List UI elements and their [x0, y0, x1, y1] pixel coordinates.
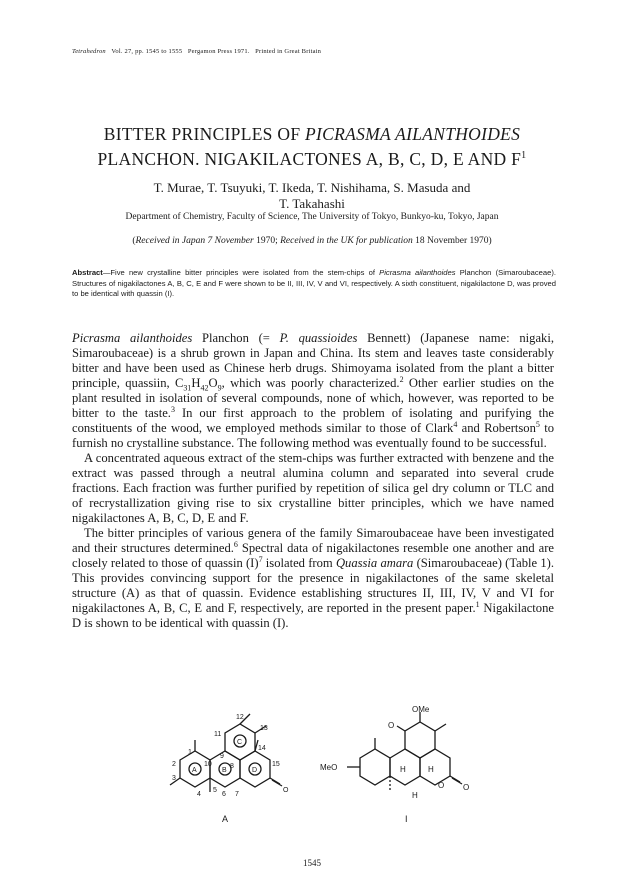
- species-name: Picrasma ailanthoides: [72, 331, 193, 345]
- citation: Vol. 27, pp. 1545 to 1555: [111, 48, 183, 55]
- h-label-2: H: [428, 765, 434, 774]
- received-uk-date: 18 November 1970): [412, 236, 492, 246]
- ref-5: 5: [535, 419, 540, 429]
- structure-figure: [150, 706, 480, 856]
- atom-13: 13: [260, 725, 268, 732]
- p1-text5: In our first approach to the problem of isolating and purifying the constituents of the wood, we employed methods similar to those of Clark: [72, 406, 554, 435]
- h-label-1: H: [400, 765, 406, 774]
- p3-text4: (Simaroubaceae) (Table 1). This provides convincing support for the presence in nigakilactones of the same skeletal structure (A) as that of quassin. Evidence establishing structures II, III, IV, V and VI for nigakilactones A, B, C, E and F, respectively, are reported in the present paper.: [72, 556, 554, 615]
- atom-9: 9: [220, 753, 224, 760]
- abstract-label: Abstract: [72, 268, 103, 277]
- structure-i-labels: [320, 706, 469, 824]
- lactone-o-a: O: [283, 787, 289, 794]
- formula-sub-o: 9: [217, 383, 222, 393]
- article-title: [60, 124, 564, 170]
- paragraph-3: [72, 526, 554, 631]
- ring-o-i: O: [438, 781, 445, 790]
- atom-5: 5: [213, 787, 217, 794]
- received-japan: Received in Japan 7 November: [135, 236, 254, 246]
- ref-4: 4: [453, 419, 458, 429]
- atom-4: 4: [197, 791, 201, 798]
- ring-b-label: B: [222, 767, 227, 774]
- title-footnote-mark: 1: [521, 150, 527, 161]
- formula-sub-h: 42: [200, 383, 209, 393]
- author-list: [60, 180, 564, 212]
- p1-text2: Bennett) (Japanese name: nigaki, Simaroubaceae) is a shrub grown in Japan and China. Its stem and leaves taste considerably bitter and have been used as Chinese herb drugs. Shimoyama isolated from the plant a bitter principle, quassiin, C: [72, 331, 554, 390]
- structure-i-caption: I: [405, 814, 408, 824]
- ref-2: 2: [399, 374, 404, 384]
- authors-line2: T. Takahashi: [279, 196, 345, 211]
- page-number: 1545: [303, 858, 321, 868]
- ref-1: 1: [475, 599, 480, 609]
- species-quassia: Quassia amara: [335, 556, 414, 570]
- body-text: [72, 331, 554, 631]
- meo-label: MeO: [320, 763, 338, 772]
- atom-1: 1: [188, 749, 192, 756]
- journal-name: Tetrahedron: [72, 48, 106, 55]
- title-species: PICRASMA AILANTHOIDES: [305, 124, 521, 144]
- ref-7: 7: [258, 554, 263, 564]
- ref-3: 3: [170, 404, 175, 414]
- atom-7: 7: [235, 791, 239, 798]
- received-paren: (: [132, 236, 136, 246]
- p1-text4: Other earlier studies on the plant resulted in isolation of several compounds, none of which, however, was reported to be bitter to the taste.: [72, 376, 554, 420]
- ring-a-label: A: [192, 767, 197, 774]
- atom-2: 2: [172, 761, 176, 768]
- carbonyl-o: O: [388, 721, 395, 730]
- formula-h: H: [191, 376, 201, 390]
- atom-8: 8: [230, 763, 234, 770]
- ref-6: 6: [233, 539, 238, 549]
- atom-15: 15: [272, 761, 280, 768]
- abstract-text1: —Five new crystalline bitter principles were isolated from the stem-chips of: [102, 268, 380, 277]
- formula-sub-c: 31: [183, 383, 192, 393]
- p3-text3: isolated from: [262, 556, 336, 570]
- synonym: P. quassioides: [279, 331, 358, 345]
- formula-o: O: [208, 376, 218, 390]
- title-line1-prefix: BITTER PRINCIPLES OF: [103, 124, 306, 144]
- title-line2: PLANCHON. NIGAKILACTONES A, B, C, D, E AND F: [97, 148, 522, 169]
- abstract-text2: Planchon (Simaroubaceae). Structures of nigakilactones A, B, C, E and F were shown to be II, III, IV, V and VI, respectively. A sixth constituent, nigakilactone D, was proved to be identical with quassin (I).: [72, 268, 556, 298]
- paragraph-1: [72, 331, 554, 451]
- ring-c-label: C: [237, 739, 243, 746]
- lactone-o-i: O: [463, 783, 470, 792]
- ring-d-label: D: [252, 767, 258, 774]
- abstract: [72, 268, 556, 300]
- running-header: [72, 48, 552, 55]
- received-year: 1970;: [253, 236, 281, 246]
- p1-text3: , which was poorly characterized.: [221, 376, 400, 390]
- p3-text1: The bitter principles of various genera of the family Simaroubaceae have been investigated and their structures determined.: [72, 526, 554, 555]
- atom-12: 12: [236, 714, 244, 721]
- abstract-species: Picrasma ailanthoides: [379, 268, 456, 277]
- atom-11: 11: [214, 731, 222, 738]
- atom-10: 10: [204, 761, 212, 768]
- structure-i-skeleton: [347, 712, 462, 792]
- h-label-3: H: [412, 791, 418, 800]
- printed-in: Printed in Great Britain: [255, 48, 322, 55]
- p1-text1: Planchon (=: [192, 331, 280, 345]
- publisher: Pergamon Press 1971.: [187, 48, 250, 55]
- atom-14: 14: [258, 745, 266, 752]
- authors-line1: T. Murae, T. Tsuyuki, T. Ikeda, T. Nishihama, S. Masuda and: [153, 180, 471, 195]
- paragraph-2: A concentrated aqueous extract of the stem-chips was further extracted with benzene and the extract was passed through a neutral alumina column and separated into several crude fractions. Each fraction was further purified by repetition of silica gel dry column or TLC and of recrystallization giving rise to six crystalline bitter principles, which we have named nigakilactones A, B, C, D, E and F.: [72, 451, 554, 525]
- received-uk: Received in the UK for publication: [280, 236, 413, 246]
- affiliation: Department of Chemistry, Faculty of Science, The University of Tokyo, Bunkyo-ku, Tokyo, Japan: [125, 212, 499, 222]
- p1-text6: and Robertson: [457, 421, 536, 435]
- atom-6: 6: [222, 791, 226, 798]
- atom-3: 3: [172, 775, 176, 782]
- structure-a-caption: A: [222, 814, 229, 824]
- p3-text2: Spectral data of nigakilactones resemble one another and are closely related to those of quassin (I): [72, 541, 554, 570]
- received-dates: [40, 236, 584, 246]
- p1-text7: to furnish no crystalline substance. The following method was eventually found to be successful.: [72, 421, 554, 450]
- p3-text5: Nigakilactone D is shown to be identical with quassin (I).: [72, 601, 554, 630]
- ome-label: OMe: [412, 706, 430, 714]
